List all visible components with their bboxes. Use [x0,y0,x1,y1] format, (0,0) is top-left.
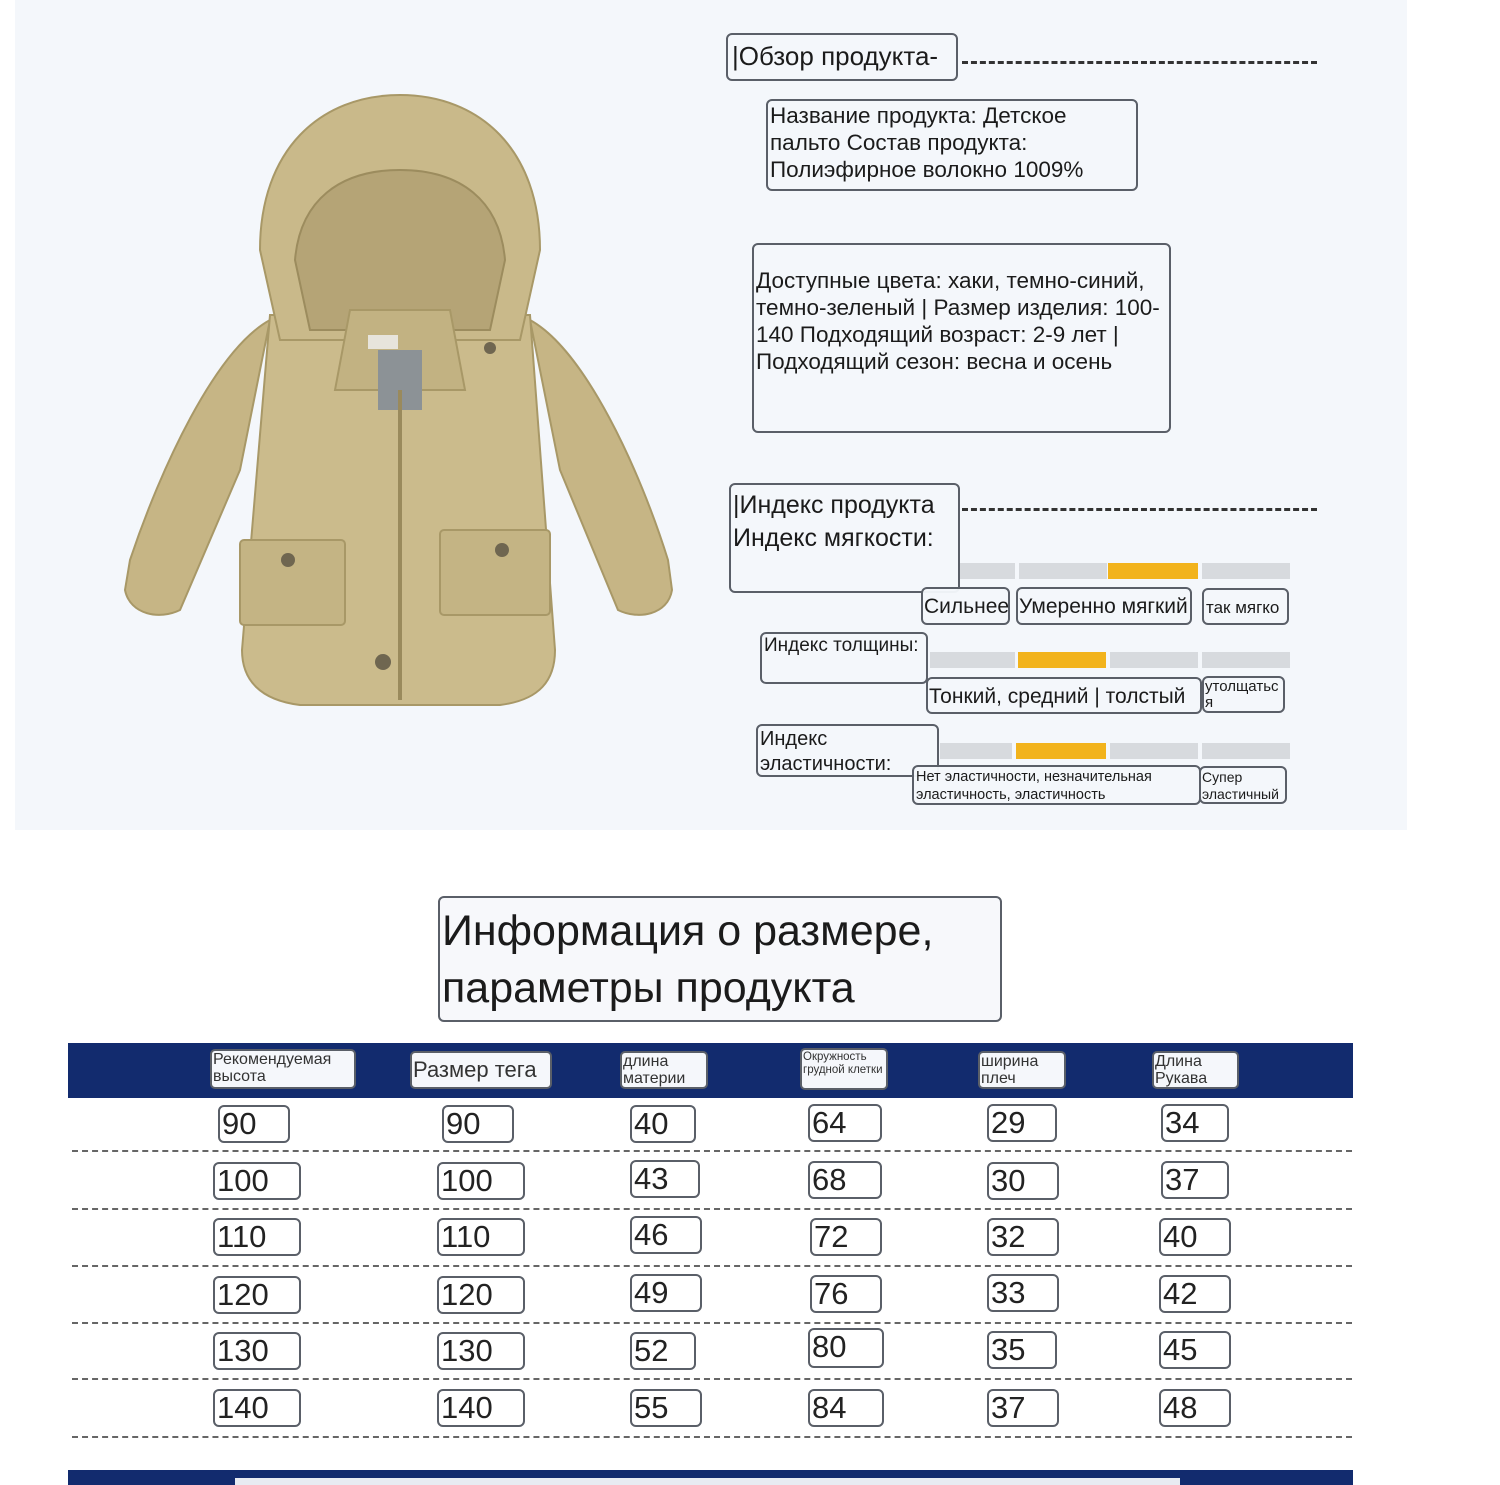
product-details: Доступные цвета: хаки, темно-синий, темно-зеленый | Размер изделия: 100-140 Подходящий возраст: 2-9 лет | Подходящий сезон: весна и осень [752,243,1171,433]
cell-tag-size: 110 [437,1218,525,1256]
softness-label-stronger: Сильнее [921,587,1010,625]
index-header: |Индекс продукта Индекс мягкости: [729,483,960,593]
cell-shoulder: 29 [987,1104,1057,1142]
elasticity-segment [1202,743,1290,759]
overview-divider [962,61,1317,64]
softness-label-soft: так мягко [1202,588,1289,625]
cell-height: 110 [213,1218,301,1256]
cell-tag-size: 140 [437,1389,525,1427]
row-divider [72,1265,1352,1267]
softness-segment [960,563,1015,579]
cell-shoulder: 30 [987,1162,1059,1200]
cell-sleeve: 45 [1159,1331,1231,1369]
cell-sleeve: 48 [1159,1389,1231,1427]
column-header-length: длина материи [620,1051,708,1089]
cell-shoulder: 37 [987,1389,1059,1427]
thickness-segment [1110,652,1198,668]
cell-length: 40 [630,1105,696,1143]
thickness-segment-active [1018,652,1106,668]
cell-chest: 76 [810,1275,882,1313]
elasticity-segment-active [1016,743,1106,759]
cell-height: 90 [218,1105,290,1143]
column-header-tag-size: Размер тега [410,1051,552,1089]
cell-tag-size: 90 [442,1105,514,1143]
cell-sleeve: 42 [1159,1275,1231,1313]
index-divider [962,508,1317,511]
elasticity-segment [1110,743,1198,759]
cell-length: 49 [630,1274,702,1312]
row-divider [72,1208,1352,1210]
cell-shoulder: 35 [987,1331,1057,1369]
cell-height: 140 [213,1389,301,1427]
cell-chest: 72 [810,1218,882,1256]
hooded-jacket-image [120,90,680,720]
cell-length: 55 [630,1389,702,1427]
cell-length: 46 [630,1216,702,1254]
cell-tag-size: 120 [437,1276,525,1314]
elasticity-label-super: Супер эластичный [1199,766,1287,804]
thickness-label-thicker: утолщаться [1202,676,1285,713]
elasticity-label-range: Нет эластичности, незначительная эластичность, эластичность [912,765,1201,805]
elasticity-segment [940,743,1012,759]
row-divider [72,1378,1352,1380]
cell-length: 43 [630,1160,700,1198]
thickness-title: Индекс толщины: [760,632,928,684]
cell-length: 52 [630,1332,696,1370]
softness-segment [1202,563,1290,579]
cell-sleeve: 34 [1161,1104,1229,1142]
cell-shoulder: 33 [987,1274,1059,1312]
size-info-title: Информация о размере, параметры продукта [438,896,1002,1022]
overview-header: |Обзор продукта- [726,33,958,81]
cell-height: 100 [213,1162,301,1200]
cell-height: 120 [213,1276,301,1314]
row-divider [72,1150,1352,1152]
cell-tag-size: 100 [437,1162,525,1200]
softness-label-moderate: Умеренно мягкий [1016,587,1192,625]
cell-height: 130 [213,1332,301,1370]
column-header-height: Рекомендуемая высота [210,1049,356,1089]
row-divider [72,1322,1352,1324]
cell-shoulder: 32 [987,1218,1059,1256]
softness-segment [1019,563,1107,579]
cell-chest: 68 [808,1161,882,1199]
cell-sleeve: 37 [1161,1161,1229,1199]
column-header-chest: Окружность грудной клетки [800,1048,888,1090]
cell-sleeve: 40 [1159,1218,1231,1256]
table-footer-highlight [235,1478,1180,1485]
thickness-segment [1202,652,1290,668]
cell-tag-size: 130 [437,1332,525,1370]
column-header-shoulder: ширина плеч [978,1051,1066,1089]
column-header-sleeve: Длина Рукава [1152,1051,1239,1089]
thickness-segment [930,652,1015,668]
softness-segment-active [1108,563,1198,579]
product-name-composition: Название продукта: Детское пальто Состав продукта: Полиэфирное волокно 1009% [766,99,1138,191]
row-divider [72,1436,1352,1438]
elasticity-title: Индекс эластичности: [756,724,939,777]
thickness-label-range: Тонкий, средний | толстый [926,677,1202,714]
cell-chest: 80 [808,1328,884,1368]
cell-chest: 84 [808,1389,884,1427]
cell-chest: 64 [808,1104,882,1142]
